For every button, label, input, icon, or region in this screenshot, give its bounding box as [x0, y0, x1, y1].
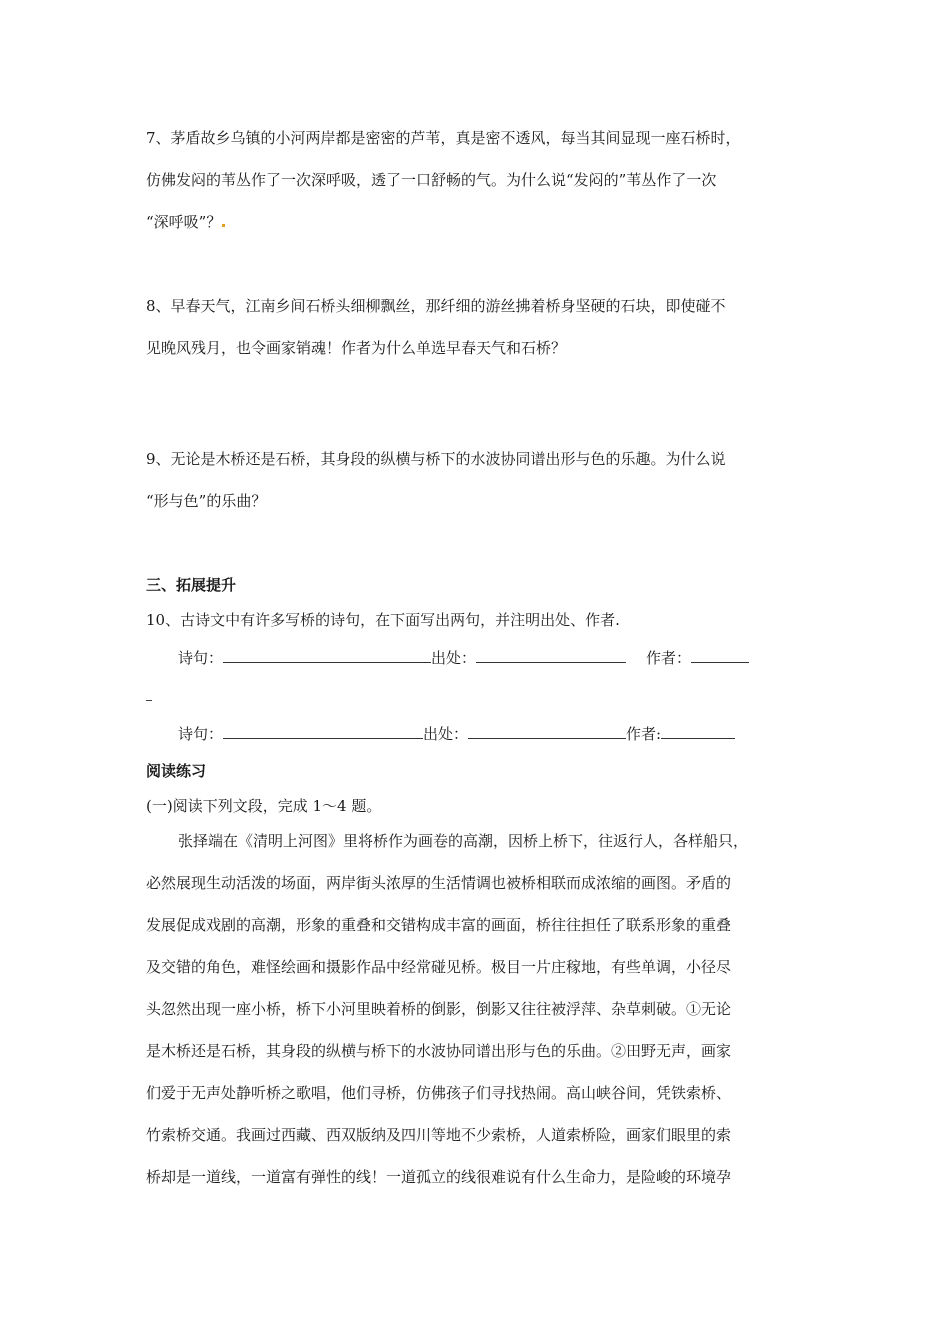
answer-row-2 — [178, 724, 735, 744]
author-label: 作者: — [626, 725, 662, 743]
reading-line: 发展促成戏剧的高潮，形象的重叠和交错构成丰富的画面，桥往往担任了联系形象的重叠 — [146, 916, 732, 934]
reading-line: 必然展现生动活泼的场面，两岸街头浓厚的生活情调也被桥相联而成浓缩的画图。矛盾的 — [146, 874, 732, 892]
answer-row-1 — [178, 648, 749, 668]
poem-label: 诗句： — [178, 725, 224, 743]
poem-blank-1[interactable] — [223, 648, 431, 663]
question-9-line-2: “形与色”的乐曲？ — [146, 492, 267, 510]
reading-line: 们爱于无声处静听桥之歌唱，他们寻桥，仿佛孩子们寻找热闹。高山峡谷间，凭铁索桥、 — [146, 1084, 732, 1102]
question-7-line-3 — [146, 212, 225, 232]
highlight-mark — [222, 224, 225, 227]
section-3-title: 三、拓展提升 — [146, 576, 237, 594]
question-9-line-1: 9、无论是木桥还是石桥，其身段的纵横与桥下的水波协同谱出形与色的乐趣。为什么说 — [146, 450, 726, 468]
question-10: 10、古诗文中有许多写桥的诗句，在下面写出两句，并注明出处、作者. — [146, 611, 620, 629]
author-label: 作者： — [646, 649, 692, 667]
question-8-line-1: 8、早春天气，江南乡间石桥头细柳飘丝，那纤细的游丝拂着桥身坚硬的石块，即使碰不 — [146, 297, 726, 315]
question-8-line-2: 见晚风残月，也令画家销魂！作者为什么单选早春天气和石桥？ — [146, 339, 567, 357]
poem-label: 诗句： — [178, 649, 224, 667]
stray-underline — [146, 700, 152, 701]
reading-line: 桥却是一道线，一道富有弹性的线！一道孤立的线很难说有什么生命力，是险峻的环境孕 — [146, 1168, 732, 1186]
source-blank-2[interactable] — [468, 724, 626, 739]
reading-title: 阅读练习 — [146, 762, 207, 780]
question-7-line-2: 仿佛发闷的苇丛作了一次深呼吸，透了一口舒畅的气。为什么说“发闷的”苇丛作了一次 — [146, 171, 717, 189]
reading-line: 竹索桥交通。我画过西藏、西双版纳及四川等地不少索桥，人道索桥险，画家们眼里的索 — [146, 1126, 732, 1144]
reading-line: 头忽然出现一座小桥，桥下小河里映着桥的倒影，倒影又往往被浮萍、杂草刺破。①无论 — [146, 1000, 732, 1018]
reading-line: 及交错的角色，难怪绘画和摄影作品中经常碰见桥。极目一片庄稼地，有些单调，小径尽 — [146, 958, 732, 976]
reading-line: 是木桥还是石桥，其身段的纵横与桥下的水波协同谱出形与色的乐曲。②田野无声，画家 — [146, 1042, 732, 1060]
poem-blank-2[interactable] — [223, 724, 423, 739]
source-blank-1[interactable] — [476, 648, 626, 663]
reading-line: 张择端在《清明上河图》里将桥作为画卷的高潮，因桥上桥下，往返行人，各样船只， — [178, 832, 749, 850]
author-blank-2[interactable] — [661, 724, 735, 739]
author-blank-1[interactable] — [691, 648, 749, 663]
source-label: 出处： — [423, 725, 469, 743]
question-7-line-1: 7、茅盾故乡乌镇的小河两岸都是密密的芦苇，真是密不透风，每当其间显现一座石桥时， — [146, 129, 741, 147]
question-7-line-3-text: “深呼吸”？ — [146, 213, 222, 231]
reading-intro: (一)阅读下列文段，完成 1～4 题。 — [146, 797, 382, 815]
source-label: 出处： — [431, 649, 477, 667]
